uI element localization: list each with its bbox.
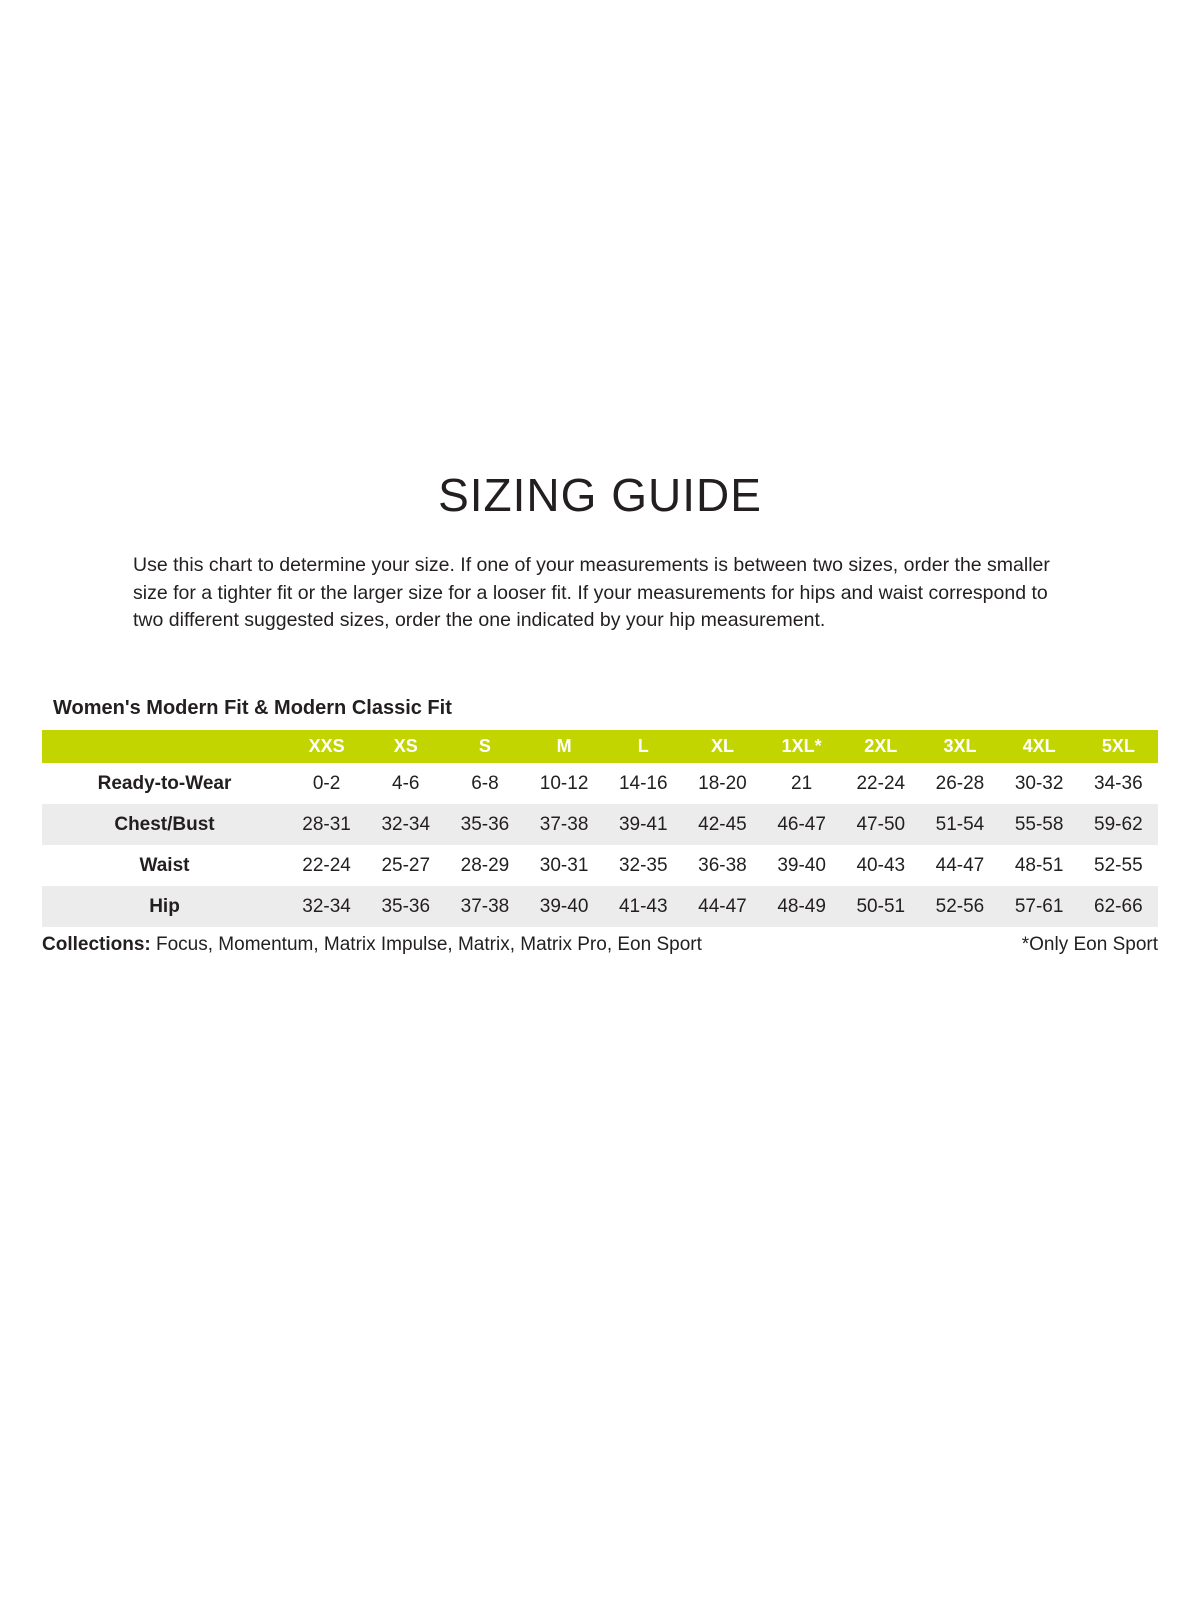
table-header-cell: 3XL (920, 730, 999, 763)
value-cell: 30-31 (539, 854, 589, 876)
value-cell: 18-20 (698, 772, 747, 794)
value-cell: 32-35 (618, 854, 668, 876)
value-cell: 47-50 (856, 813, 906, 835)
section-heading: Women's Modern Fit & Modern Classic Fit (53, 697, 452, 720)
table-header-cell: L (604, 730, 683, 763)
value-cell: 52-56 (935, 895, 985, 917)
value-cell: 35-36 (460, 813, 510, 835)
value-cell: 37-38 (539, 813, 589, 835)
value-cell: 32-34 (381, 813, 431, 835)
value-cell: 52-55 (1094, 854, 1143, 876)
value-cell: 41-43 (618, 895, 668, 917)
intro-text: Use this chart to determine your size. If one of your measurements is between two sizes, order the smaller size for a tighter fit or the larger size for a looser fit. If your measurements for hips and waist correspond to two different suggested sizes, order the one indicated by your hip measurement. (133, 554, 1050, 632)
table-row (42, 804, 1158, 845)
row-label-cell: Waist (139, 854, 190, 876)
value-cell: 22-24 (302, 854, 351, 876)
table-header-corner-cell (42, 730, 287, 763)
collections-label: Collections: (42, 934, 151, 956)
value-cell: 50-51 (856, 895, 906, 917)
value-cell: 28-29 (460, 854, 510, 876)
table-header-row (42, 730, 1158, 763)
table-header-cell: 5XL (1079, 730, 1158, 763)
value-cell: 21 (791, 772, 813, 794)
size-table (42, 730, 1158, 927)
value-cell: 40-43 (856, 854, 906, 876)
value-cell: 25-27 (381, 854, 431, 876)
value-cell: 32-34 (302, 895, 351, 917)
value-cell: 42-45 (698, 813, 747, 835)
value-cell: 48-51 (1014, 854, 1064, 876)
table-row (42, 886, 1158, 927)
collections-list: Focus, Momentum, Matrix Impulse, Matrix, Matrix Pro, Eon Sport (150, 934, 702, 956)
value-cell: 30-32 (1014, 772, 1064, 794)
table-header-cell: XS (366, 730, 445, 763)
value-cell: 34-36 (1094, 772, 1143, 794)
table-header-cell: XL (683, 730, 762, 763)
value-cell: 37-38 (460, 895, 510, 917)
value-cell: 0-2 (312, 772, 341, 794)
table-row (42, 763, 1158, 804)
table-header-cell: XXS (287, 730, 366, 763)
row-label-cell: Chest/Bust (114, 813, 215, 835)
value-cell: 39-40 (777, 854, 826, 876)
table-footer (42, 934, 1158, 956)
value-cell: 46-47 (777, 813, 826, 835)
value-cell: 59-62 (1094, 813, 1143, 835)
value-cell: 55-58 (1014, 813, 1064, 835)
value-cell: 44-47 (698, 895, 747, 917)
table-header-cell: 4XL (1000, 730, 1079, 763)
row-label-cell: Hip (149, 895, 180, 917)
value-cell: 4-6 (392, 772, 420, 794)
value-cell: 35-36 (381, 895, 431, 917)
row-label-cell: Ready-to-Wear (97, 772, 232, 794)
value-cell: 39-41 (618, 813, 668, 835)
value-cell: 57-61 (1014, 895, 1064, 917)
value-cell: 28-31 (302, 813, 351, 835)
footnote: *Only Eon Sport (1021, 934, 1158, 956)
table-header-cell: 2XL (841, 730, 920, 763)
value-cell: 6-8 (471, 772, 499, 794)
value-cell: 14-16 (618, 772, 668, 794)
table-row (42, 845, 1158, 886)
value-cell: 51-54 (935, 813, 985, 835)
value-cell: 22-24 (856, 772, 906, 794)
value-cell: 10-12 (539, 772, 589, 794)
collections-line (42, 934, 702, 956)
value-cell: 36-38 (698, 854, 747, 876)
table-header-cell: M (525, 730, 604, 763)
value-cell: 39-40 (539, 895, 589, 917)
value-cell: 48-49 (777, 895, 826, 917)
value-cell: 62-66 (1094, 895, 1143, 917)
table-header-cell: 1XL* (762, 730, 841, 763)
value-cell: 44-47 (935, 854, 985, 876)
table-header-cell: S (445, 730, 524, 763)
value-cell: 26-28 (935, 772, 985, 794)
page-title: SIZING GUIDE (438, 469, 762, 521)
